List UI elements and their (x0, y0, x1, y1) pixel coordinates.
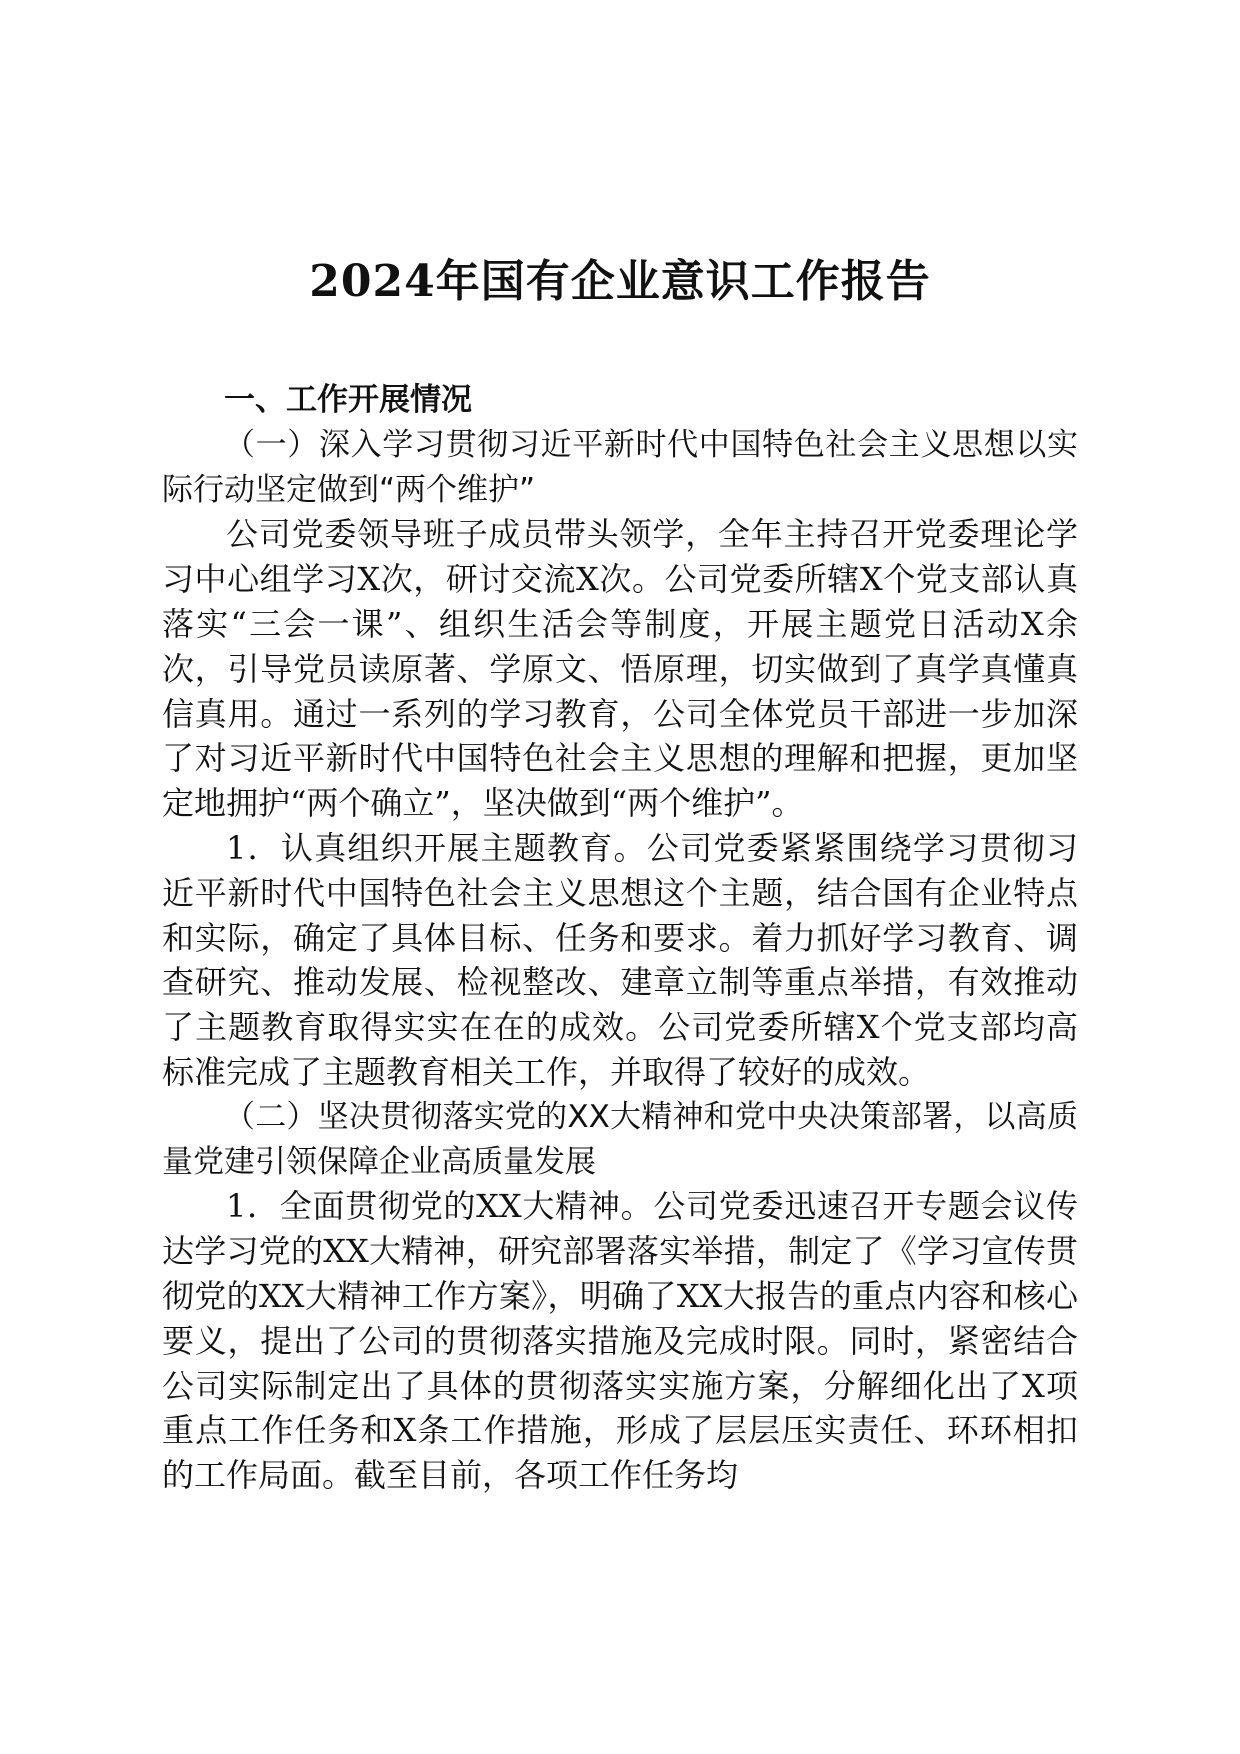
paragraph-theme-education: 1．认真组织开展主题教育。公司党委紧紧围绕学习贯彻习近平新时代中国特色社会主义思想这个主题，结合国有企业特点和实际，确定了具体目标、任务和要求。着力抓好学习教育、调查研究、推动发展、检视整改、建章立制等重点举措，有效推动了主题教育取得实实在在的成效。公司党委所辖X个党支部均高标准完成了主题教育相关工作，并取得了较好的成效。 (162, 828, 1078, 1091)
document-title: 2024年国有企业意识工作报告 (309, 256, 931, 307)
subsection-heading-implementation: （二）坚决贯彻落实党的XX大精神和党中央决策部署，以高质量党建引领保障企业高质量发展 (162, 1098, 1078, 1180)
section-heading-work-status: 一、工作开展情况 (224, 382, 472, 418)
paragraph-study-summary: 公司党委领导班子成员带头领学，全年主持召开党委理论学习中心组学习X次，研讨交流X次。公司党委所辖X个党支部认真落实“三会一课”、组织生活会等制度，开展主题党日活动X余次，引导党员读原著、学原文、悟原理，切实做到了真学真懂真信真用。通过一系列的学习教育，公司全体党员干部进一步加深了对习近平新时代中国特色社会主义思想的理解和把握，更加坚定地拥护“两个确立”，坚决做到“两个维护”。 (162, 515, 1078, 823)
document-body (162, 378, 1078, 1498)
paragraph-congress-spirit: 1．全面贯彻党的XX大精神。公司党委迅速召开专题会议传达学习党的XX大精神，研究部署落实举措，制定了《学习宣传贯彻党的XX大精神工作方案》，明确了XX大报告的重点内容和核心要义，提出了公司的贯彻落实措施及完成时限。同时，紧密结合公司实际制定出了具体的贯彻落实实施方案，分解细化出了X项重点工作任务和X条工作措施，形成了层层压实责任、环环相扣的工作局面。截至目前，各项工作任务均 (162, 1187, 1078, 1495)
subsection-heading-study: （一）深入学习贯彻习近平新时代中国特色社会主义思想以实际行动坚定做到“两个维护” (162, 426, 1078, 508)
